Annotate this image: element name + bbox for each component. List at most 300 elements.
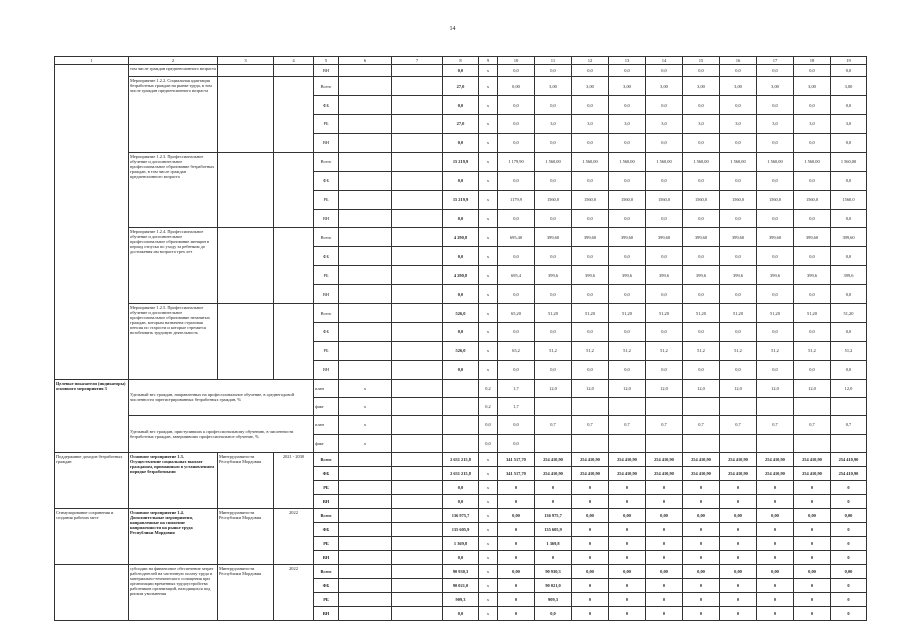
- year-value: 0: [720, 536, 757, 550]
- year-value: 0: [757, 550, 794, 564]
- year-value: 0: [683, 607, 720, 621]
- column-number: 3: [218, 57, 274, 65]
- column-number: 15: [683, 57, 720, 65]
- year-value: 1 560,00: [683, 152, 720, 171]
- year-value: 254 410,90: [683, 452, 720, 466]
- direction-cell: Поддержание доходов безработных граждан: [55, 452, 129, 508]
- year-value: 0,0: [572, 96, 609, 115]
- year-value: 0,0: [572, 65, 609, 77]
- year-value: 0,0: [757, 360, 794, 379]
- year-value: 0,0: [831, 96, 867, 115]
- year-value: 3,00: [683, 77, 720, 96]
- year-value: 0,0: [498, 209, 535, 228]
- year-value: 0,0: [498, 434, 535, 452]
- year-value: 0,00: [720, 565, 757, 579]
- table-cell: [339, 341, 392, 360]
- year-value: 0,0: [683, 322, 720, 341]
- table-cell: [392, 285, 443, 304]
- year-value: 0,0: [572, 360, 609, 379]
- year-value: 0: [683, 536, 720, 550]
- table-cell: x: [479, 593, 498, 607]
- table-cell: x: [479, 341, 498, 360]
- activity-name: субсидии на финансовое обеспечение затрат работодателей на частичную оплату труда и материально-технического оснащения при организации временных трудоустройства работников организаций, находящихся под риском увольнения: [129, 565, 218, 621]
- column-number: 2: [129, 57, 218, 65]
- year-value: 254 410,90: [794, 466, 831, 480]
- year-value: 51,2: [757, 341, 794, 360]
- table-cell: [339, 115, 392, 134]
- year-value: 0,0: [794, 171, 831, 190]
- year-value: 0: [535, 480, 572, 494]
- year-value: 254 410,90: [720, 452, 757, 466]
- year-value: 0,0: [535, 607, 572, 621]
- year-value: 3,0: [794, 115, 831, 134]
- year-value: 51,2: [609, 341, 646, 360]
- year-value: 51,2: [794, 341, 831, 360]
- year-value: 90 930,3: [535, 565, 572, 579]
- year-value: [646, 397, 683, 415]
- year-value: 51,2: [572, 341, 609, 360]
- year-value: 3,0: [683, 115, 720, 134]
- table-cell: [339, 494, 392, 508]
- funding-source: РБ: [314, 266, 339, 285]
- table-row: [55, 152, 867, 171]
- year-value: 254 410,90: [683, 466, 720, 480]
- year-value: 0,0: [535, 247, 572, 266]
- year-value: 0,0: [498, 247, 535, 266]
- total-value: 4 290,8: [443, 228, 479, 247]
- year-value: 0,7: [683, 416, 720, 434]
- table-cell: [392, 565, 443, 579]
- year-value: 0,0: [683, 65, 720, 77]
- year-value: 254 410,90: [720, 466, 757, 480]
- year-value: 3,0: [609, 115, 646, 134]
- period-cell: [274, 304, 314, 380]
- year-value: 0,0: [498, 115, 535, 134]
- year-value: 0,0: [720, 322, 757, 341]
- table-cell: [339, 522, 392, 536]
- total-value: 2 631 215,8: [443, 452, 479, 466]
- year-value: [720, 397, 757, 415]
- year-value: 0: [646, 550, 683, 564]
- table-cell: [392, 341, 443, 360]
- page-number: 14: [449, 26, 456, 32]
- table-cell: [443, 416, 479, 434]
- year-value: 0: [535, 494, 572, 508]
- year-value: 0,0: [498, 65, 535, 77]
- year-value: 51,2: [720, 341, 757, 360]
- year-value: 51,20: [609, 304, 646, 323]
- funding-source: ФБ: [314, 522, 339, 536]
- year-value: 0,0: [794, 96, 831, 115]
- year-value: 3,00: [646, 77, 683, 96]
- year-value: 399,60: [794, 228, 831, 247]
- year-value: 0: [609, 593, 646, 607]
- year-value: 0,0: [609, 322, 646, 341]
- funding-source: ФБ: [314, 466, 339, 480]
- total-value: 0,0: [443, 65, 479, 77]
- indicator-row: [55, 416, 867, 434]
- table-cell: x: [479, 247, 498, 266]
- year-value: 0,0: [757, 285, 794, 304]
- column-number: 1: [55, 57, 129, 65]
- table-cell: [392, 209, 443, 228]
- funding-source: ВН: [314, 494, 339, 508]
- year-value: [683, 397, 720, 415]
- indicator-text: Удельный вес граждан, направленных на профессиональное обучение, в среднегодовой численности зарегистрированных безработных граждан, %: [129, 379, 314, 416]
- table-cell: [392, 152, 443, 171]
- year-value: 1560,0: [572, 190, 609, 209]
- year-value: [572, 397, 609, 415]
- year-value: 51,2: [683, 341, 720, 360]
- year-value: 0,0: [498, 360, 535, 379]
- period-cell: 2022: [274, 508, 314, 564]
- table-cell: x: [479, 152, 498, 171]
- year-value: 12,0: [683, 379, 720, 397]
- table-cell: x: [479, 607, 498, 621]
- year-value: 0,0: [646, 322, 683, 341]
- year-value: 0,7: [831, 416, 867, 434]
- year-value: 0,0: [609, 65, 646, 77]
- year-value: 1179,9: [498, 190, 535, 209]
- year-value: [831, 397, 867, 415]
- year-value: 341 517,70: [498, 466, 535, 480]
- table-row: [55, 565, 867, 579]
- year-value: 0: [831, 536, 867, 550]
- funding-source: РБ: [314, 480, 339, 494]
- year-value: 0: [498, 522, 535, 536]
- year-value: 0,0: [683, 171, 720, 190]
- year-value: 254 410,90: [535, 466, 572, 480]
- total-value: 4 290,8: [443, 266, 479, 285]
- table-cell: [339, 247, 392, 266]
- year-value: 3,00: [572, 77, 609, 96]
- year-value: 12,0: [794, 379, 831, 397]
- year-value: 0: [646, 579, 683, 593]
- year-value: 0,0: [720, 65, 757, 77]
- year-value: 399,60: [757, 228, 794, 247]
- column-number: 5: [314, 57, 339, 65]
- year-value: 0: [757, 593, 794, 607]
- year-value: 0: [572, 550, 609, 564]
- year-value: 0: [757, 522, 794, 536]
- year-value: 0,0: [535, 96, 572, 115]
- year-value: 0,0: [757, 247, 794, 266]
- table-cell: [392, 452, 443, 466]
- year-value: 51,20: [831, 304, 867, 323]
- year-value: 0,0: [794, 285, 831, 304]
- total-value: 0,0: [443, 285, 479, 304]
- year-value: 254 410,90: [757, 466, 794, 480]
- activity-name: Мероприятие 1.2.5. Профессиональное обучение и дополнительное профессиональное образование незанятых граждан, которым назначена страховая пенсия по старости и которые стремятся возобновить трудовую деятельность: [129, 304, 218, 380]
- table-cell: x: [479, 266, 498, 285]
- year-value: 1 179,90: [498, 152, 535, 171]
- table-cell: [392, 133, 443, 152]
- table-cell: x: [479, 322, 498, 341]
- year-value: 0,0: [831, 133, 867, 152]
- table-cell: [392, 397, 443, 415]
- activity-name: Основное мероприятие 1.4. Дополнительные мероприятия, направленные на снижение напряженности на рынке труда Республики Мордовия: [129, 508, 218, 564]
- year-value: 254 410,90: [609, 466, 646, 480]
- total-value: 136 975,7: [443, 508, 479, 522]
- year-value: 3,00: [609, 77, 646, 96]
- total-value: 0,0: [443, 322, 479, 341]
- year-value: 0: [646, 494, 683, 508]
- year-value: 0,00: [757, 565, 794, 579]
- year-value: [794, 434, 831, 452]
- table-cell: [339, 133, 392, 152]
- year-value: 0,7: [794, 416, 831, 434]
- year-value: 0,0: [572, 247, 609, 266]
- year-value: 0,0: [683, 360, 720, 379]
- table-header-row: [55, 57, 867, 65]
- year-value: 254 410,90: [646, 466, 683, 480]
- year-value: 3,0: [757, 115, 794, 134]
- funding-source: Всего: [314, 152, 339, 171]
- table-row: [55, 65, 867, 77]
- direction-cell: Стимулирование сохранения и создания рабочих мест: [55, 508, 129, 564]
- year-value: 0,0: [720, 247, 757, 266]
- year-value: 0: [720, 522, 757, 536]
- year-value: 0,0: [498, 171, 535, 190]
- year-value: 1,7: [498, 379, 535, 397]
- year-value: 0,0: [720, 171, 757, 190]
- year-value: 0: [572, 579, 609, 593]
- total-value: 135 605,9: [443, 522, 479, 536]
- year-value: 0: [720, 480, 757, 494]
- table-cell: [392, 416, 443, 434]
- year-value: 0: [498, 494, 535, 508]
- year-value: 0,0: [683, 247, 720, 266]
- year-value: 0,00: [794, 565, 831, 579]
- year-value: 0: [757, 494, 794, 508]
- table-cell: x: [479, 565, 498, 579]
- year-value: 399,60: [683, 228, 720, 247]
- year-value: 0,0: [794, 322, 831, 341]
- total-value: 27,0: [443, 115, 479, 134]
- total-value: 526,0: [443, 341, 479, 360]
- year-value: 0: [646, 593, 683, 607]
- activity-name: Мероприятие 1.2.2. Социальная адаптация безработных граждан на рынке труда, в том числе граждан предпенсионного возраста: [129, 77, 218, 153]
- table-cell: [339, 304, 392, 323]
- table-cell: x: [479, 96, 498, 115]
- year-value: 0,0: [535, 322, 572, 341]
- year-value: 254 410,90: [831, 452, 867, 466]
- year-value: 0,00: [683, 565, 720, 579]
- year-value: 0,0: [535, 360, 572, 379]
- year-value: 0: [683, 480, 720, 494]
- year-value: 12,0: [757, 379, 794, 397]
- year-value: 0: [683, 494, 720, 508]
- year-value: 0,0: [535, 285, 572, 304]
- table-cell: [339, 508, 392, 522]
- year-value: 0,00: [683, 508, 720, 522]
- year-value: 399,60: [646, 228, 683, 247]
- table-cell: x: [339, 379, 392, 397]
- activity-name: Мероприятие 1.2.3. Профессиональное обучение и дополнительное профессиональное образование безработных граждан, в том числе граждан предпенсионного возраста: [129, 152, 218, 228]
- year-value: 3,00: [720, 77, 757, 96]
- table-row: [55, 304, 867, 323]
- year-value: 65,2: [498, 341, 535, 360]
- year-value: 0: [609, 607, 646, 621]
- table-cell: [339, 190, 392, 209]
- table-cell: [339, 593, 392, 607]
- year-value: 0: [720, 607, 757, 621]
- year-value: 0: [794, 522, 831, 536]
- period-cell: 2022: [274, 565, 314, 621]
- year-value: 135 605,9: [535, 522, 572, 536]
- total-value: 90 930,3: [443, 565, 479, 579]
- direction-cell: [55, 565, 129, 621]
- table-cell: [339, 228, 392, 247]
- year-value: 0,0: [683, 133, 720, 152]
- year-value: 0: [646, 536, 683, 550]
- table-cell: [392, 522, 443, 536]
- total-value: 0,0: [443, 480, 479, 494]
- total-value: 15 219,9: [443, 152, 479, 171]
- year-value: [646, 434, 683, 452]
- table-cell: [392, 190, 443, 209]
- table-row: [55, 452, 867, 466]
- year-value: 0,0: [646, 65, 683, 77]
- funding-source: ВН: [314, 607, 339, 621]
- funding-source: Всего: [314, 228, 339, 247]
- year-value: 0: [831, 593, 867, 607]
- year-value: 0: [720, 550, 757, 564]
- column-number: 9: [479, 57, 498, 65]
- year-value: 254 410,90: [609, 452, 646, 466]
- year-value: [794, 397, 831, 415]
- year-value: 0,0: [831, 322, 867, 341]
- year-value: 0,0: [498, 322, 535, 341]
- year-value: 0,00: [831, 565, 867, 579]
- column-number: 8: [443, 57, 479, 65]
- budget-table: [54, 56, 867, 621]
- year-value: 0: [831, 522, 867, 536]
- year-value: 399,60: [609, 228, 646, 247]
- year-value: 0: [572, 480, 609, 494]
- year-value: 3,00: [831, 77, 867, 96]
- total-value: 909,3: [443, 593, 479, 607]
- year-value: 65,20: [498, 304, 535, 323]
- year-value: 0,0: [572, 133, 609, 152]
- year-value: 0,0: [646, 209, 683, 228]
- year-value: 0: [609, 536, 646, 550]
- funding-source: ФБ: [314, 579, 339, 593]
- year-value: 0,0: [831, 360, 867, 379]
- table-row: [55, 228, 867, 247]
- table-cell: x: [479, 522, 498, 536]
- column-number: 14: [646, 57, 683, 65]
- column-number: 18: [794, 57, 831, 65]
- total-value: 27,0: [443, 77, 479, 96]
- year-value: 0: [831, 494, 867, 508]
- year-value: 0: [831, 607, 867, 621]
- table-cell: [392, 379, 443, 397]
- table-cell: [392, 607, 443, 621]
- year-value: 0,0: [683, 96, 720, 115]
- year-value: 1,7: [498, 397, 535, 415]
- year-value: 0,0: [831, 65, 867, 77]
- table-cell: x: [339, 397, 392, 415]
- year-value: 1560,0: [794, 190, 831, 209]
- year-value: 909,3: [535, 593, 572, 607]
- year-value: 0,0: [794, 247, 831, 266]
- year-value: 399,6: [609, 266, 646, 285]
- table-cell: [392, 508, 443, 522]
- funding-source: ФБ: [314, 96, 339, 115]
- year-value: 0,00: [646, 508, 683, 522]
- year-value: 254 410,90: [572, 452, 609, 466]
- total-value: 0,0: [443, 247, 479, 266]
- year-value: 1560,0: [683, 190, 720, 209]
- year-value: 0,7: [609, 416, 646, 434]
- year-value: 254 410,90: [757, 452, 794, 466]
- year-value: 0,0: [535, 209, 572, 228]
- table-cell: [339, 209, 392, 228]
- plan-fact-label: факт: [314, 434, 339, 452]
- year-value: 0,0: [757, 209, 794, 228]
- year-value: [757, 397, 794, 415]
- year-value: 0: [609, 579, 646, 593]
- year-value: 0,0: [831, 171, 867, 190]
- year-value: 3,0: [535, 115, 572, 134]
- year-value: 0,0: [720, 360, 757, 379]
- table-cell: [392, 536, 443, 550]
- table-cell: [392, 360, 443, 379]
- year-value: 0,00: [646, 565, 683, 579]
- year-value: 399,6: [757, 266, 794, 285]
- year-value: 1560,0: [609, 190, 646, 209]
- year-value: 3,0: [720, 115, 757, 134]
- period-cell: [274, 152, 314, 228]
- year-value: 0,00: [794, 508, 831, 522]
- table-cell: x: [479, 285, 498, 304]
- table-cell: [392, 77, 443, 96]
- funding-source: ВН: [314, 65, 339, 77]
- year-value: 0,0: [646, 360, 683, 379]
- column-number: 12: [572, 57, 609, 65]
- year-value: 0,00: [498, 508, 535, 522]
- year-value: 0: [609, 522, 646, 536]
- table-cell: [339, 536, 392, 550]
- executor-cell: [218, 304, 274, 380]
- year-value: 12,0: [535, 379, 572, 397]
- table-cell: x: [479, 209, 498, 228]
- plan-fact-label: план: [314, 379, 339, 397]
- table-cell: [392, 579, 443, 593]
- year-value: 0,0: [831, 285, 867, 304]
- total-value: 0,0: [443, 96, 479, 115]
- year-value: 0,0: [794, 133, 831, 152]
- task-cell: [55, 65, 129, 380]
- year-value: 0: [683, 593, 720, 607]
- table-cell: x: [479, 466, 498, 480]
- period-cell: [274, 65, 314, 77]
- table-cell: [339, 171, 392, 190]
- year-value: [609, 434, 646, 452]
- year-value: 0: [498, 536, 535, 550]
- table-cell: [443, 379, 479, 397]
- table-cell: x: [479, 171, 498, 190]
- funding-source: Всего: [314, 508, 339, 522]
- indicator-value: 0,2: [479, 379, 498, 397]
- total-value: 0,0: [443, 360, 479, 379]
- table-cell: [443, 434, 479, 452]
- total-value: 0,0: [443, 171, 479, 190]
- year-value: 1 369,8: [535, 536, 572, 550]
- table-cell: x: [479, 550, 498, 564]
- total-value: 526,0: [443, 304, 479, 323]
